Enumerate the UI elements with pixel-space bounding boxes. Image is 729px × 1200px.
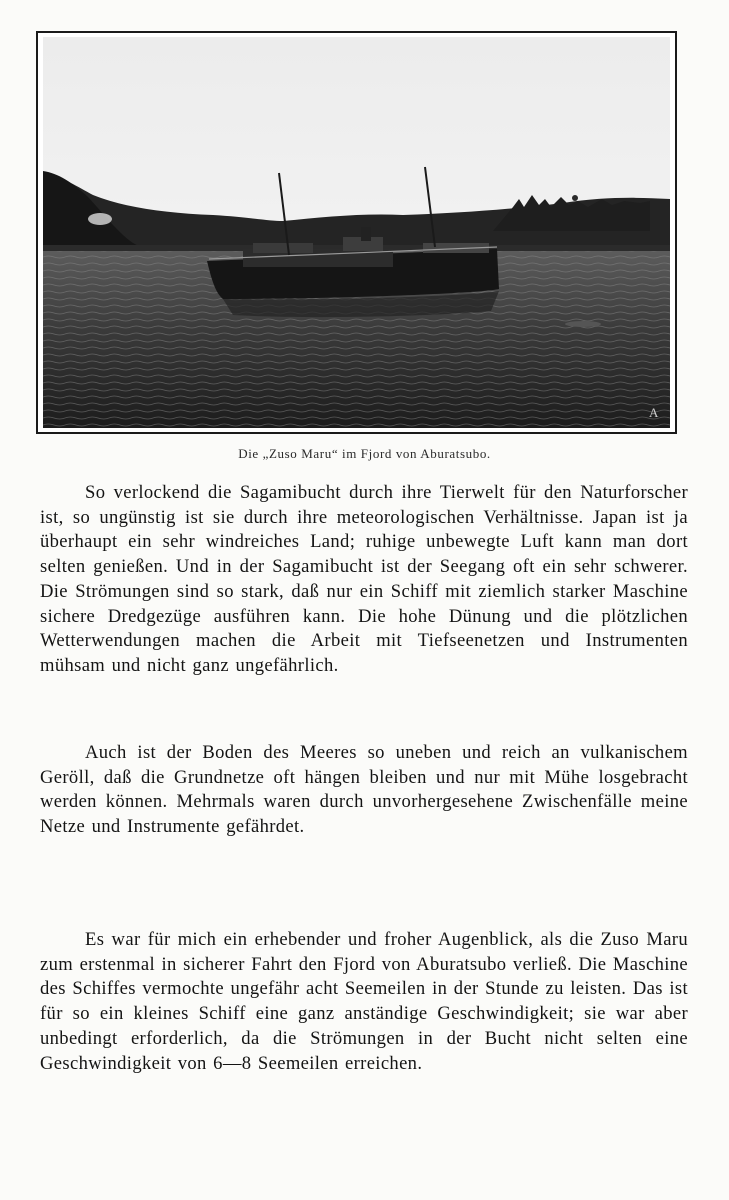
paragraph-3: Es war für mich ein erhebender und froher Augenblick, als die Zuso Maru zum erstenmal in sicherer Fahrt den Fjord von Aburatsubo verließ. Die Maschine des Schiffes vermochte ungefähr acht Seemeilen in der Stunde zu leisten. Das ist für so ein kleines Schiff eine ganz anständige Geschwindigkeit; sie war aber unbedingt erforderlich, da die Strömungen in der Bucht nicht selten eine Geschwindigkeit von 6—8 Seemeilen erreichen.	[40, 929, 688, 1074]
paragraph-1: So verlockend die Sagamibucht durch ihre Tierwelt für den Naturforscher ist, so ungünstig ist sie durch ihre meteorologischen Verhältnisse. Japan ist ja überhaupt ein sehr windreiches Land; ruhige unbewegte Luft kann man dort selten genießen. Und in der Sagamibucht ist der Seegang oft ein sehr schwerer. Die Strömungen sind so stark, daß nur ein Schiff mit ziemlich starker Maschine sichere Dredgezüge ausführen kann. Die hohe Dünung und die plötzlichen Wetterwendungen machen die Arbeit mit Tiefseenetzen und Instrumenten mühsam und nicht ganz ungefährlich.	[40, 482, 688, 676]
svg-text:A: A	[649, 405, 659, 420]
paragraph-2: Auch ist der Boden des Meeres so uneben und reich an vulkanischem Geröll, daß die Grundnetze oft hängen bleiben und nur mit Mühe losgebracht werden können. Mehrmals waren durch unvorhergesehene Zwischenfälle meine Netze und Instrumente gefährdet.	[40, 742, 688, 838]
photo-frame	[36, 31, 677, 434]
ship-photo-icon	[43, 37, 670, 428]
figure-caption: Die „Zuso Maru“ im Fjord von Aburatsubo.	[238, 446, 491, 461]
ship-photo	[43, 37, 670, 428]
